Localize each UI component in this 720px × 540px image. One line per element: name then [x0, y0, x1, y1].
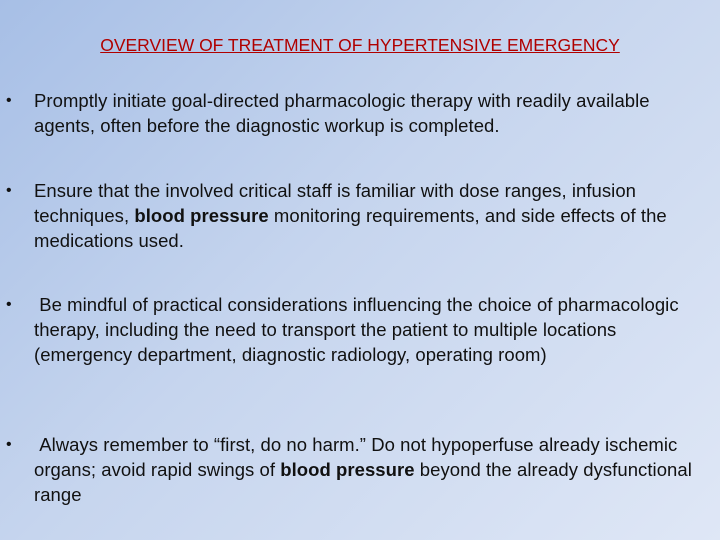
bold-term: blood pressure: [134, 205, 269, 226]
bullet-marker: •: [6, 296, 12, 313]
bullet-marker: •: [6, 92, 12, 109]
slide-title: OVERVIEW OF TREATMENT OF HYPERTENSIVE EMERGENCY: [100, 35, 620, 55]
bold-term: blood pressure: [280, 459, 415, 480]
bullet-item-3: [6, 292, 714, 367]
bullet-item-1: [6, 88, 714, 138]
bullet-item-4: [6, 432, 714, 507]
bullet-text: Ensure that the involved critical staff is familiar with dose ranges, infusion techniques, blood pressure monitoring requirements, and side effects of the medications used.: [34, 180, 667, 251]
bullet-text: Always remember to “first, do no harm.” Do not hypoperfuse already ischemic organs; avoid rapid swings of blood pressure beyond the already dysfunctional range: [34, 434, 698, 505]
bullet-marker: •: [6, 182, 12, 199]
bullet-text: Promptly initiate goal-directed pharmacologic therapy with readily available agents, often before the diagnostic workup is completed.: [34, 90, 650, 136]
bullet-text: Be mindful of practical considerations influencing the choice of pharmacologic therapy, including the need to transport the patient to multiple locations (emergency department, diagnostic radiology, operating room): [34, 294, 684, 365]
bullet-item-2: [6, 178, 714, 253]
bullet-marker: •: [6, 436, 12, 453]
